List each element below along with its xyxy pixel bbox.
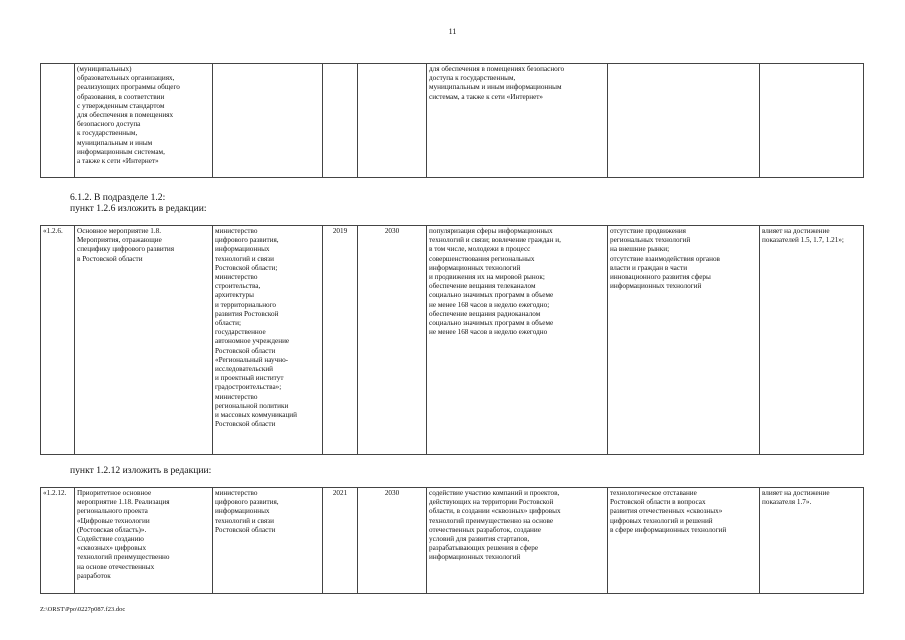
- cell-number: «1.2.12.: [41, 488, 75, 594]
- table-item-1-2-12: [40, 487, 864, 594]
- cell-relation: влияет на достижение показателей 1.5, 1.7, 1.21»;: [760, 226, 864, 455]
- cell-start-year: 2019: [323, 226, 358, 455]
- table-row: [41, 488, 864, 594]
- cell-executor: [213, 64, 323, 178]
- table-continuation: [40, 63, 864, 178]
- table-row: [41, 64, 864, 178]
- cell-end-year: 2030: [358, 488, 427, 594]
- table-item-1-2-6: [40, 225, 864, 455]
- cell-expected-result: содействие участию компаний и проектов, действующих на территории Ростовской области, в создании «сквозных» цифровых технологий преимущественно на основе отечественных разработок, создание условий для развития стартапов, разрабатывающих решения в сфере информационных технологий: [427, 488, 608, 594]
- cell-consequences: технологическое отставание Ростовской области в вопросах развития отечественных «сквозных» цифровых технологий и решений в сфере информационных технологий: [608, 488, 760, 594]
- cell-end-year: [358, 64, 427, 178]
- section-heading: 6.1.2. В подразделе 1.2: пункт 1.2.6 изложить в редакции:: [70, 192, 207, 214]
- cell-consequences: отсутствие продвижения региональных технологий на внешние рынки; отсутствие взаимодействия органов власти и граждан в части инновационного развития сферы информационных технологий: [608, 226, 760, 455]
- cell-name: Основное мероприятие 1.8. Мероприятия, отражающие специфику цифрового развития в Ростовской области: [75, 226, 213, 455]
- cell-relation: влияет на достижение показателя 1.7».: [760, 488, 864, 594]
- cell-expected-result: для обеспечения в помещениях безопасного доступа к государственным, муниципальным и иным информационным системам, а также к сети «Интернет»: [427, 64, 608, 178]
- cell-consequences: [608, 64, 760, 178]
- cell-number: [41, 64, 75, 178]
- cell-relation: [760, 64, 864, 178]
- file-path-footer: Z:\ORST\Ppo\0227p087.f23.doc: [40, 606, 126, 613]
- cell-start-year: 2021: [323, 488, 358, 594]
- section-heading: пункт 1.2.12 изложить в редакции:: [70, 465, 212, 476]
- page-number: 11: [448, 27, 457, 36]
- cell-executor: министерство цифрового развития, информационных технологий и связи Ростовской области: [213, 488, 323, 594]
- cell-name: Приоритетное основное мероприятие 1.18. Реализация регионального проекта «Цифровые технологии (Ростовская область)». Содействие созданию «сквозных» цифровых технологий преимущественно на основе отечественных разработок: [75, 488, 213, 594]
- cell-expected-result: популяризация сферы информационных технологий и связи; вовлечение граждан и, в том числе, молодежи в процесс совершенствования региональных информационных технологий и продвижения их на мировой рынок; обеспечение вещания телеканалом социально значимых программ в объеме не менее 168 часов в неделю ежегодно; обеспечение вещания радиоканалом социально значимых программ в объеме не менее 168 часов в неделю ежегодно: [427, 226, 608, 455]
- cell-number: «1.2.6.: [41, 226, 75, 455]
- cell-name: (муниципальных) образовательных организациях, реализующих программы общего образования, в соответствии с утвержденным стандартом для обеспечения в помещениях безопасного доступа к государственным, муниципальным и иным информационным системам, а также к сети «Интернет»: [75, 64, 213, 178]
- cell-start-year: [323, 64, 358, 178]
- table-row: [41, 226, 864, 455]
- cell-executor: министерство цифрового развития, информационных технологий и связи Ростовской области; министерство строительства, архитектуры и территориального развития Ростовской области; государственное автономное учреждение Ростовской области «Региональный научно- исследовательский и проектный институт градостроительства»; министерство региональной политики и массовых коммуникаций Ростовской области: [213, 226, 323, 455]
- cell-end-year: 2030: [358, 226, 427, 455]
